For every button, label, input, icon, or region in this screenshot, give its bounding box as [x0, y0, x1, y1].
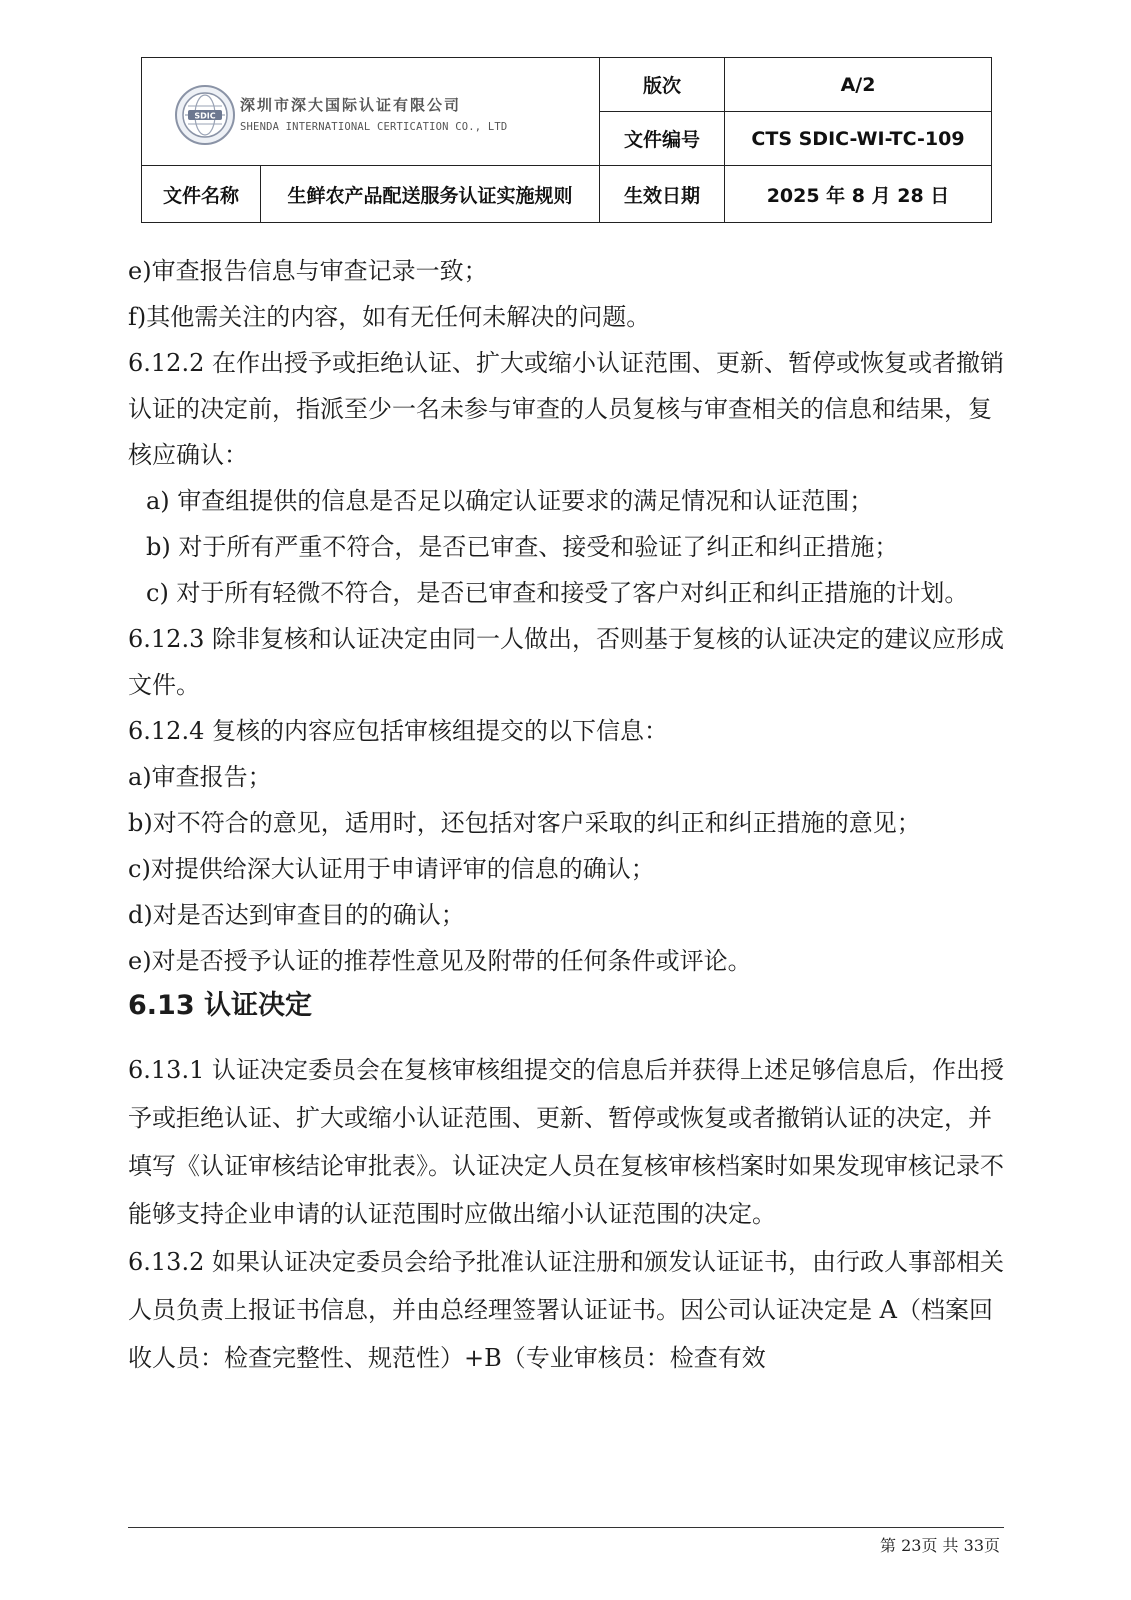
- company-name-en: SHENDA INTERNATIONAL CERTICATION CO., LTD: [240, 120, 508, 133]
- version-value: A/2: [725, 58, 992, 112]
- doc-no-label: 文件编号: [600, 112, 725, 166]
- list-item: c)对提供给深大认证用于申请评审的信息的确认；: [128, 855, 655, 883]
- list-item: d)对是否达到审查目的的确认；: [128, 901, 465, 929]
- filename-value: 生鲜农产品配送服务认证实施规则: [261, 166, 600, 223]
- paragraph: e)审查报告信息与审查记录一致；: [128, 257, 488, 285]
- section-heading: 6.13 认证决定: [128, 990, 313, 1021]
- paragraph: 6.12.2 在作出授予或拒绝认证、扩大或缩小认证范围、更新、暂停或恢复或者撤销认证的决定前，指派至少一名未参与审查的人员复核与审查相关的信息和结果，复核应确认：: [128, 349, 1004, 469]
- seal-text: SDIC: [194, 111, 216, 120]
- list-item: e)对是否授予认证的推荐性意见及附带的任何条件或评论。: [128, 947, 752, 975]
- document-header-table: [141, 57, 992, 223]
- paragraph: 6.12.3 除非复核和认证决定由同一人做出，否则基于复核的认证决定的建议应形成文件。: [128, 625, 1004, 699]
- list-item: a)审查报告；: [128, 763, 272, 791]
- footer-divider: [128, 1527, 1004, 1528]
- page-number: 第 23页 共 33页: [880, 1536, 1000, 1555]
- company-logo-cell: [142, 58, 600, 166]
- paragraph: f)其他需关注的内容，如有无任何未解决的问题。: [128, 303, 651, 331]
- company-seal-icon: [174, 84, 236, 146]
- list-item: b) 对于所有严重不符合，是否已审查、接受和验证了纠正和纠正措施；: [146, 533, 899, 561]
- list-item: b)对不符合的意见，适用时，还包括对客户采取的纠正和纠正措施的意见；: [128, 809, 921, 837]
- paragraph: 6.12.4 复核的内容应包括审核组提交的以下信息：: [128, 717, 668, 745]
- version-label: 版次: [600, 58, 725, 112]
- effective-date-value: 2025 年 8 月 28 日: [725, 166, 992, 223]
- list-item: c) 对于所有轻微不符合，是否已审查和接受了客户对纠正和纠正措施的计划。: [146, 579, 969, 607]
- document-body: [128, 248, 1004, 1382]
- doc-no-value: CTS SDIC-WI-TC-109: [725, 112, 992, 166]
- company-name-cn: 深圳市深大国际认证有限公司: [240, 95, 462, 114]
- paragraph: 6.13.1 认证决定委员会在复核审核组提交的信息后并获得上述足够信息后，作出授予或拒绝认证、扩大或缩小认证范围、更新、暂停或恢复或者撤销认证的决定，并填写《认证审核结论审批表》。认证决定人员在复核审核档案时如果发现审核记录不能够支持企业申请的认证范围时应做出缩小认证范围的决定。: [128, 1056, 1004, 1228]
- paragraph: 6.13.2 如果认证决定委员会给予批准认证注册和颁发认证证书，由行政人事部相关人员负责上报证书信息，并由总经理签署认证证书。因公司认证决定是 A（档案回收人员：检查完整性、规范性）+B（专业审核员：检查有效: [128, 1248, 1004, 1372]
- list-item: a) 审查组提供的信息是否足以确定认证要求的满足情况和认证范围；: [146, 487, 874, 515]
- effective-date-label: 生效日期: [600, 166, 725, 223]
- filename-label: 文件名称: [142, 166, 261, 223]
